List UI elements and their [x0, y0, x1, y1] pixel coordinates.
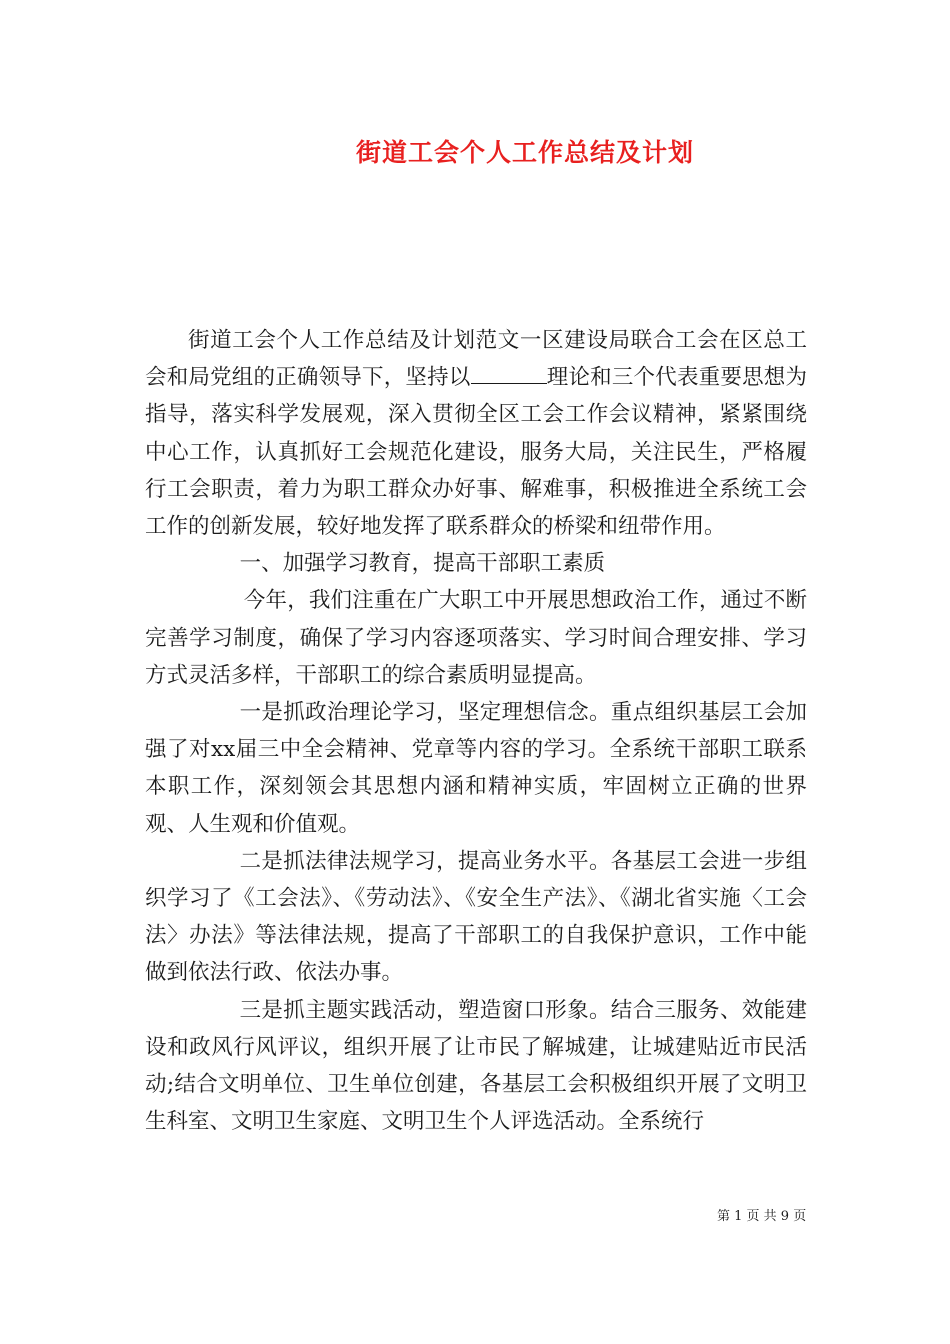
paragraph-5: 三是抓主题实践活动，塑造窗口形象。结合三服务、效能建设和政风行风评议，组织开展了让市民了解城建，让城建贴近市民活动;结合文明单位、卫生单位创建，各基层工会积极组织开展了文明卫生科室、文明卫生家庭、文明卫生个人评选活动。全系统行 [145, 997, 807, 1135]
paragraph-intro [145, 322, 807, 545]
paragraph-intro-part2: 理论和三个代表重要思想为指导，落实科学发展观，深入贯彻全区工会工作会议精神，紧紧围绕中心工作，认真抓好工会规范化建设，服务大局，关注民生，严格履行工会职责，着力为职工群众办好事、解难事，积极推进全系统工会工作的创新发展，较好地发挥了联系群众的桥梁和纽带作用。 [145, 365, 807, 540]
document-title: 街道工会个人工作总结及计划 [355, 138, 694, 167]
paragraph-4: 二是抓法律法规学习，提高业务水平。各基层工会进一步组织学习了《工会法》、《劳动法》、《安全生产法》、《湖北省实施〈工会法〉办法》等法律法规，提高了干部职工的自我保护意识，工作中能做到依法行政、依法办事。 [145, 848, 807, 986]
document-body [145, 322, 807, 1140]
page-number-footer: 第 1 页 共 9 页 [717, 1209, 807, 1224]
paragraph-intro-part1: 街道工会个人工作总结及计划范文一区建设局联合工会在区总工会和局党组的正确领导下，坚持以 [145, 328, 807, 391]
section-heading-1: 一、加强学习教育，提高干部职工素质 [239, 551, 606, 577]
paragraph-2: 今年，我们注重在广大职工中开展思想政治工作，通过不断完善学习制度，确保了学习内容逐项落实、学习时间合理安排、学习方式灵活多样，干部职工的综合素质明显提高。 [145, 588, 807, 688]
fill-in-blank [471, 363, 547, 384]
paragraph-3: 一是抓政治理论学习，坚定理想信念。重点组织基层工会加强了对xx届三中全会精神、党章等内容的学习。全系统干部职工联系本职工作，深刻领会其思想内涵和精神实质，牢固树立正确的世界观、人生观和价值观。 [145, 700, 807, 837]
